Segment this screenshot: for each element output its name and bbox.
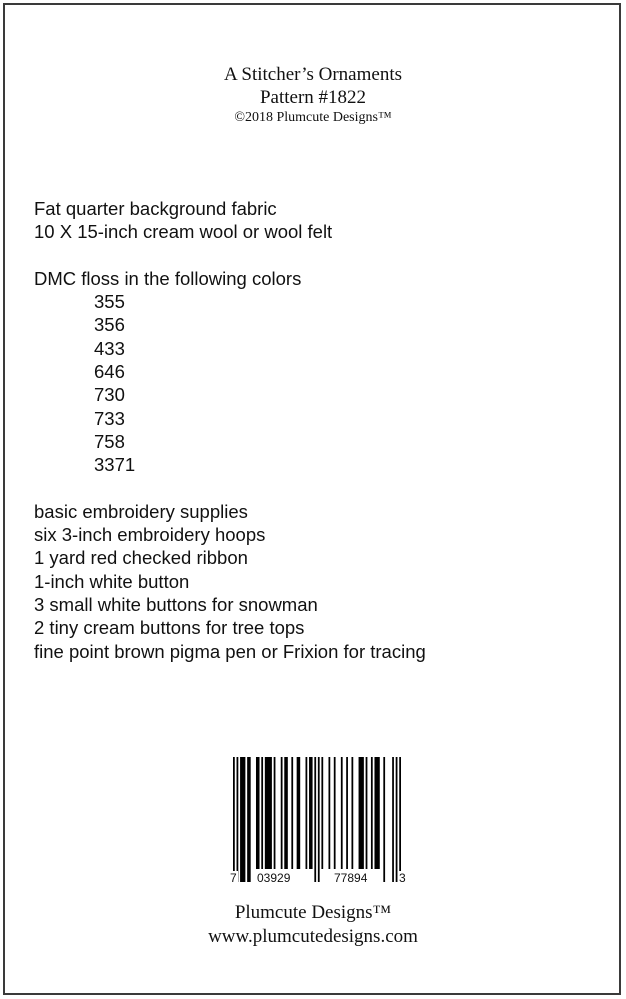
barcode-bar xyxy=(399,757,401,882)
supply-list xyxy=(34,197,426,663)
barcode-bar xyxy=(318,757,320,882)
barcode-bar xyxy=(297,757,301,869)
barcode-bar xyxy=(309,757,313,869)
barcode-bar xyxy=(261,757,263,869)
footer xyxy=(0,901,626,949)
barcode-bar xyxy=(341,757,343,869)
floss-color: 730 xyxy=(94,384,125,406)
floss-color: 355 xyxy=(94,291,125,313)
barcode-bar xyxy=(284,757,288,869)
website-url: www.plumcutedesigns.com xyxy=(208,926,418,947)
barcode-bars xyxy=(233,757,401,882)
upc-barcode xyxy=(230,757,406,891)
barcode-bar xyxy=(274,757,276,869)
spacer xyxy=(34,244,426,267)
barcode-bar xyxy=(321,757,323,869)
floss-color: 356 xyxy=(94,314,125,336)
barcode-bar xyxy=(366,757,368,869)
barcode-bar xyxy=(281,757,283,869)
floss-color: 733 xyxy=(94,407,125,429)
floss-color: 646 xyxy=(94,361,125,383)
barcode-left-group: 03929 xyxy=(257,871,291,885)
barcode-bar xyxy=(371,757,373,869)
barcode-bar xyxy=(265,757,272,869)
spacer xyxy=(34,477,426,500)
barcode-bar xyxy=(233,757,235,882)
supply-item: 10 X 15-inch cream wool or wool felt xyxy=(34,221,333,243)
copyright-notice: ©2018 Plumcute Designs™ xyxy=(234,110,392,125)
barcode-system-digit: 7 xyxy=(230,871,237,885)
barcode-bar xyxy=(392,757,394,882)
floss-color: 3371 xyxy=(94,454,136,476)
barcode-bar xyxy=(359,757,364,869)
supply-item: basic embroidery supplies xyxy=(34,500,248,522)
supply-item: fine point brown pigma pen or Frixion for tracing xyxy=(34,640,426,662)
barcode-bar xyxy=(306,757,308,869)
barcode-bar xyxy=(396,757,398,882)
barcode-bar xyxy=(346,757,348,869)
header xyxy=(0,63,626,127)
supply-item: 1-inch white button xyxy=(34,570,190,592)
barcode-bar xyxy=(256,757,260,869)
pattern-title: A Stitcher’s Ornaments xyxy=(223,64,402,85)
supply-item: six 3-inch embroidery hoops xyxy=(34,524,266,546)
floss-color: 433 xyxy=(94,337,125,359)
brand-name: Plumcute Designs™ xyxy=(234,902,392,923)
floss-heading: DMC floss in the following colors xyxy=(34,267,302,289)
barcode-check-digit: 3 xyxy=(399,871,406,885)
barcode-right-group: 77894 xyxy=(334,871,368,885)
barcode-bar xyxy=(351,757,353,869)
barcode-bar xyxy=(314,757,316,882)
barcode-bar xyxy=(291,757,293,869)
supply-item: Fat quarter background fabric xyxy=(34,198,277,219)
barcode-bar xyxy=(240,757,245,882)
supply-item: 1 yard red checked ribbon xyxy=(34,547,248,569)
barcode-bar xyxy=(374,757,379,869)
supply-item: 3 small white buttons for snowman xyxy=(34,594,318,616)
barcode-bar xyxy=(328,757,330,869)
barcode-bar xyxy=(383,757,385,882)
barcode-bar xyxy=(247,757,251,882)
barcode-bar xyxy=(334,757,336,869)
supply-item: 2 tiny cream buttons for tree tops xyxy=(34,617,305,639)
floss-color: 758 xyxy=(94,430,125,452)
barcode-digits xyxy=(230,871,406,887)
pattern-number: Pattern #1822 xyxy=(259,87,367,108)
barcode-bar xyxy=(237,757,239,882)
